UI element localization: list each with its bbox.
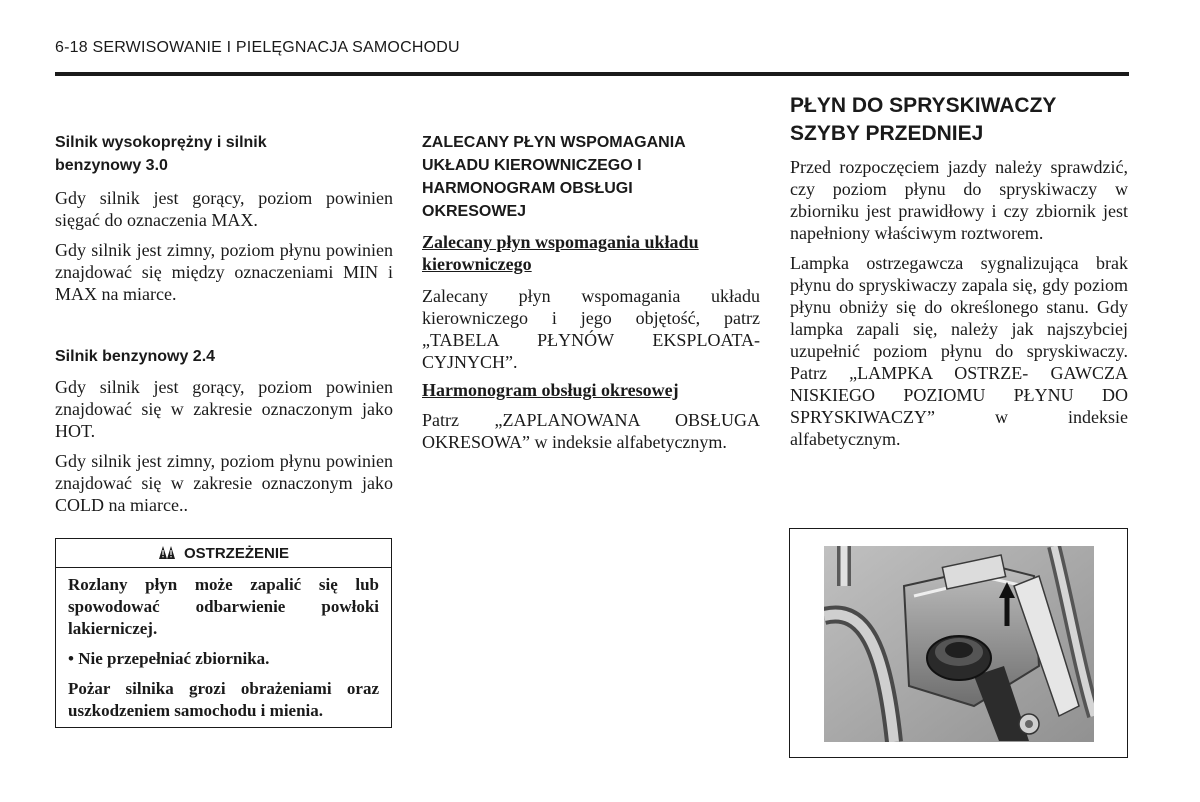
washer-title-line2: SZYBY PRZEDNIEJ: [790, 122, 984, 145]
warning-bullet: • Nie przepełniać zbiornika.: [68, 649, 270, 668]
washer-reservoir-illustration: [789, 528, 1128, 758]
maintenance-paragraph: Patrz „ZAPLANOWANA OBSŁUGA OKRESOWA” w indeksie alfabetycznym.: [422, 410, 760, 452]
section-title-petrol-24: Silnik benzynowy 2.4: [55, 348, 216, 365]
petrol-hot-paragraph: Gdy silnik jest gorący, poziom powinien znajdować się w zakresie oznaczonym jako HOT.: [55, 377, 393, 441]
warning-triangle-icon: [158, 545, 178, 561]
page-header: 6-18 SERWISOWANIE I PIELĘGNACJA SAMOCHODU: [55, 39, 460, 56]
diesel-hot-paragraph: Gdy silnik jest gorący, poziom powinien sięgać do oznaczenia MAX.: [55, 188, 393, 230]
warning-header: [56, 539, 391, 568]
engine-bay-drawing: [824, 546, 1094, 742]
warning-title: OSTRZEŻENIE: [183, 544, 289, 562]
subheading-maintenance: Harmonogram obsługi okresowej: [422, 380, 679, 400]
section-title-diesel-line1: Silnik wysokoprężny i silnik: [55, 134, 267, 151]
warning-box: [55, 538, 392, 728]
column-left: [55, 131, 393, 516]
washer-paragraph-2: Lampka ostrzegawcza sygnalizująca brak płynu do spryskiwaczy zapala się, gdy poziom płynu obniży się do określonego stanu. Gdy lampka zapali się, należy jak najszybciej uzupełnić poziom płynu do spryskiwaczy. Patrz „LAMPKA OSTRZE- GAWCZA NISKIEGO POZIOMU PŁYNU DO SPRYSKIWACZY” w indeksie alfabetycznym.: [790, 253, 1128, 449]
section-title-line3: HARMONOGRAM OBSŁUGI: [422, 180, 633, 197]
warning-text-1: Rozlany płyn może zapalić się lub spowodować odbarwienie powłoki lakierniczej.: [68, 575, 379, 638]
column-middle: [422, 131, 760, 453]
column-right: [790, 92, 1128, 450]
washer-title-line1: PŁYN DO SPRYSKIWACZY: [790, 94, 1057, 117]
washer-paragraph-1: Przed rozpoczęciem jazdy należy sprawdzić, czy poziom płynu do spryskiwaczy w zbiorniku jest prawidłowy i czy zbiornik jest napełniony właściwym roztworem.: [790, 157, 1128, 243]
diesel-cold-paragraph: Gdy silnik jest zimny, poziom płynu powinien znajdować się między oznaczeniami MIN i MAX na miarce.: [55, 240, 393, 304]
section-title-line4: OKRESOWEJ: [422, 203, 527, 220]
steering-fluid-paragraph: Zalecany płyn wspomagania układu kierowniczego i jego objętość, patrz „TABELA PŁYNÓW EKSPLOATA- CYJNYCH”.: [422, 286, 760, 372]
subheading-steering-fluid: Zalecany płyn wspomagania układu kierowniczego: [422, 232, 699, 274]
petrol-cold-paragraph: Gdy silnik jest zimny, poziom płynu powinien znajdować się w zakresie oznaczonym jako COLD na miarce..: [55, 451, 393, 515]
section-title-line2: UKŁADU KIEROWNICZEGO I: [422, 157, 642, 174]
section-title-diesel-line2: benzynowy 3.0: [55, 157, 168, 174]
header-rule: [55, 72, 1129, 76]
warning-text-2: Pożar silnika grozi obrażeniami oraz uszkodzeniem samochodu i mienia.: [68, 679, 379, 720]
section-title-line1: ZALECANY PŁYN WSPOMAGANIA: [422, 134, 686, 151]
